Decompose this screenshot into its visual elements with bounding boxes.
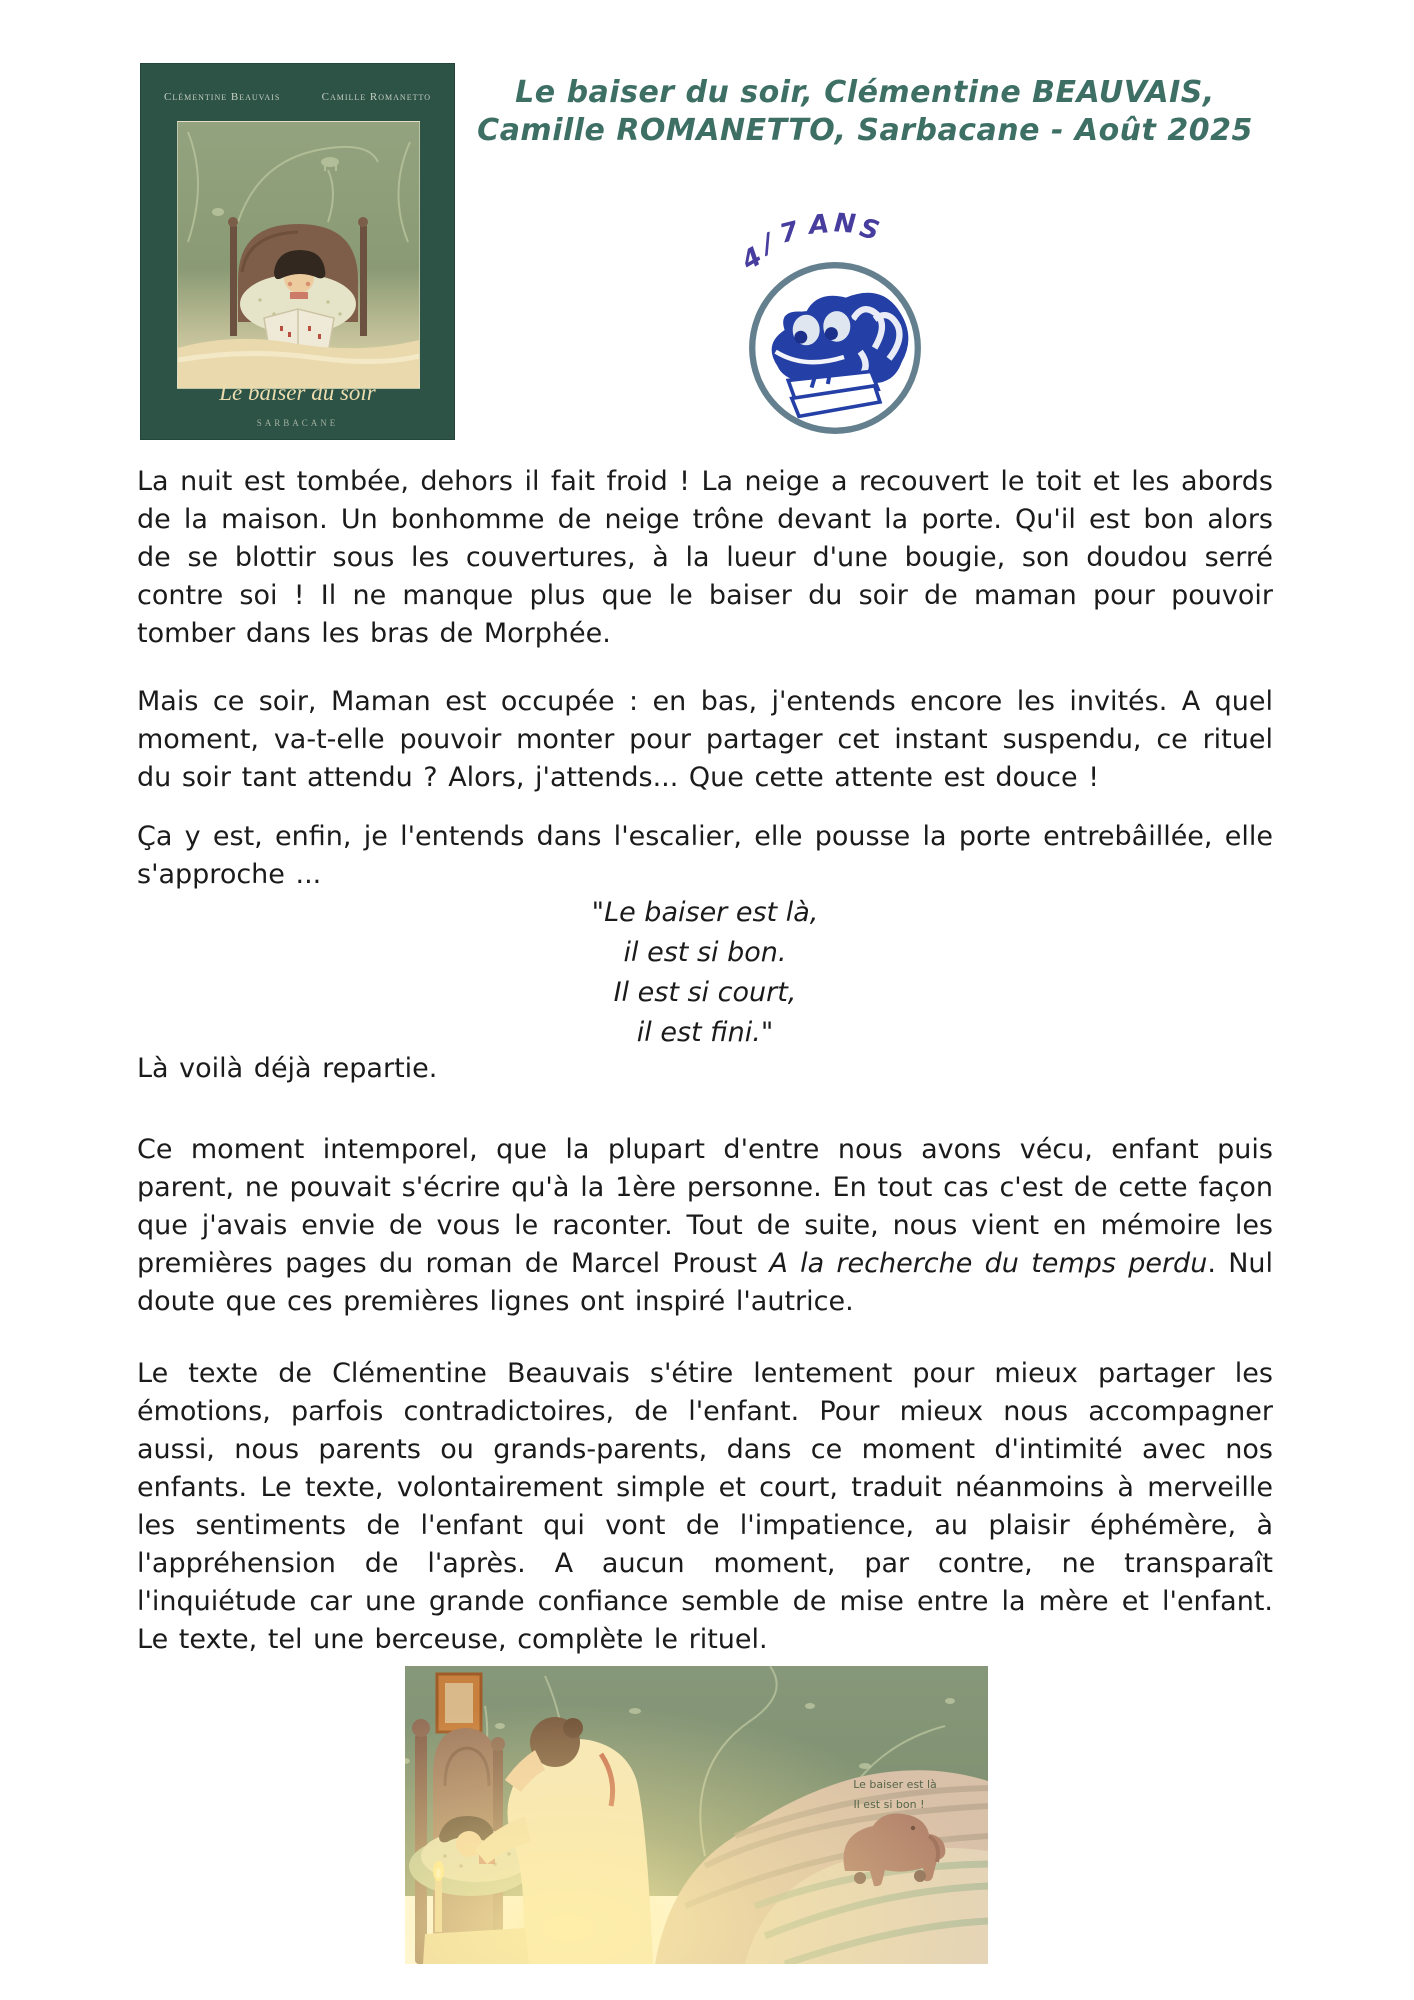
document-title (455, 74, 1275, 150)
age-badge-letter: 4 (736, 241, 768, 277)
age-badge-letter: A (807, 209, 831, 241)
quote-line-3: Il est si court, (613, 977, 797, 1008)
cover-bedpost-knob-left (228, 217, 238, 227)
frog-eye-left (791, 313, 822, 347)
quote-line-4: il est fini." (636, 1017, 774, 1048)
proust-book-title: A la recherche du temps perdu (769, 1248, 1208, 1279)
quote-block (137, 893, 1273, 1053)
paragraph-5: Le texte de Clémentine Beauvais s'étire lentement pour mieux partager les émotions, parfois contradictoires, de l'enfant. Pour mieux nous accompagner aussi, nous parents ou grands-parents, dans ce moment d'intimité avec nos enfants. Le texte, volontairement simple et court, traduit néanmoins à merveille les sentiments de l'enfant qui vont de l'impatience, au plaisir éphémère, à l'appréhension de l'après. A aucun moment, par contre, ne transparaît l'inquiétude car une grande confiance semble de mise entre la mère et l'enfant. Le texte, tel une berceuse, complète le rituel. (137, 1358, 1273, 1655)
paragraph-repartie: Là voilà déjà repartie. (137, 1053, 438, 1084)
paragraph-2: Mais ce soir, Maman est occupée : en bas, j'entends encore les invités. A quel moment, va-t-elle pouvoir monter pour partager cet instant suspendu, ce rituel du soir tant attendu ? Alors, j'attends... Que cette attente est douce ! (137, 686, 1273, 793)
age-badge-letter: S (856, 213, 883, 247)
illustration-caption-line-2: Il est si bon ! (853, 1798, 925, 1811)
cover-bedpost-left (230, 226, 237, 336)
illustration-caption-line-1: Le baiser est là (853, 1778, 937, 1791)
paragraph-4 (137, 1131, 1273, 1321)
paragraph-4-end: . Nul doute que ces premières lignes ont inspiré l'autrice. (137, 1248, 1274, 1317)
paragraph-4-text: Ce moment intemporel, que la plupart d'entre nous avons vécu, enfant puis parent, ne pouvait s'écrire qu'à la 1ère personne. En tout cas c'est de cette façon que j'avais envie de vous le raconter. Tout de suite, nous vient en mémoire les premières pages du roman de Marcel Proust (137, 1134, 1273, 1279)
document-title-line-2: Camille ROMANETTO, Sarbacane - Août 2025 (477, 113, 1253, 148)
paragraph-3: Ça y est, enfin, je l'entends dans l'escalier, elle pousse la porte entrebâillée, elle s'approche ... (137, 821, 1273, 890)
cover-wallpaper-deer (212, 157, 339, 216)
quote-line-2: il est si bon. (623, 937, 787, 968)
cover-illustration-art (178, 122, 419, 388)
age-badge-letter: / (757, 228, 778, 260)
cover-illustration (177, 121, 420, 389)
frog-eye-right (822, 309, 853, 343)
paragraph-1: La nuit est tombée, dehors il fait froid ! La neige a recouvert le toit et les abords de la maison. Un bonhomme de neige trône devant la porte. Qu'il est bon alors de se blottir sous les couvertures, à la lueur d'une bougie, son doudou serré contre soi ! Il ne manque plus que le baiser du soir de maman pour pouvoir tomber dans les bras de Morphée. (137, 466, 1273, 649)
cover-authors (140, 91, 455, 103)
cover-bedpost-right (360, 226, 367, 336)
age-badge-letter: 7 (776, 216, 802, 250)
cover-author-left: Clémentine Beauvais (164, 91, 281, 103)
document-title-line-1: Le baiser du soir, Clémentine BEAUVAIS, (515, 75, 1215, 110)
cover-title: Le baiser du soir (219, 380, 376, 405)
cover-bedpost-knob-right (358, 217, 368, 227)
frog-logo-icon (745, 258, 925, 438)
cover-publisher: SARBACANE (256, 418, 339, 428)
cover-author-right: Camille Romanetto (321, 91, 431, 103)
book-cover (140, 63, 455, 440)
cover-child-cheek-right (306, 282, 310, 286)
age-badge-letter: N (832, 208, 857, 240)
candle-glow (405, 1666, 988, 1964)
cover-child-cheek-left (288, 282, 292, 286)
frog-pupil-left (794, 331, 807, 344)
bottom-illustration (405, 1666, 988, 1964)
frog-pupil-right (825, 327, 838, 340)
quote-line-1: "Le baiser est là, (591, 897, 819, 928)
cover-child-pajama (290, 292, 308, 299)
